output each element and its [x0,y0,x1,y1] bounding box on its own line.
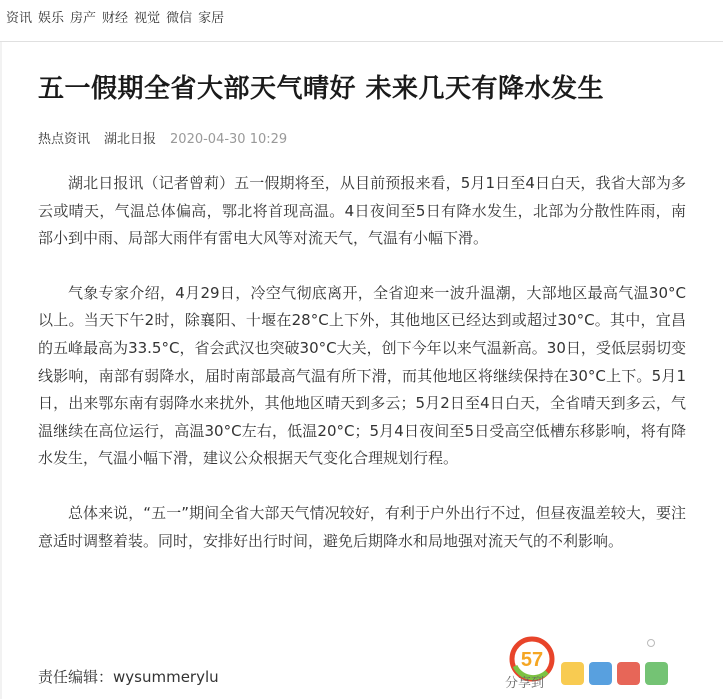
article-paragraph: 气象专家介绍，4月29日，冷空气彻底离开，全省迎来一波升温潮，大部地区最高气温30°C以上。当天下午2时，除襄阳、十堰在28°C上下外，其他地区已经达到或超过30°C。其中，宜昌的五峰最高为33.5°C，省会武汉也突破30°C大关，创下今年以来气温新高。30日，受低层弱切变线影响，南部有弱降水，届时南部最高气温有所下滑，而其他地区将继续保持在30°C上下。5月1日，出来鄂东南有弱降水来扰外，其他地区晴天到多云；5月2日至4日白天，全省晴天到多云，气温继续在高位运行，高温30°C左右，低温20°C；5月4日夜间至5日受高空低槽东移影响，将有降水发生，气温小幅下滑，建议公众根据天气变化合理规划行程。 [38,283,686,468]
nav-item-entertainment[interactable]: 娱乐 [38,11,65,26]
share-icons [561,662,668,685]
nav-item-finance[interactable]: 财经 [102,11,129,26]
red-share-icon[interactable] [617,662,640,685]
top-nav [6,9,224,29]
page-edge [0,42,2,699]
responsible-editor: 责任编辑：wysummerylu [38,668,219,686]
nav-item-realestate[interactable]: 房产 [70,11,97,26]
article-date: 2020-04-30 10:29 [170,132,288,147]
yellow-share-icon[interactable] [561,662,584,685]
share-bar [503,632,679,692]
nav-item-news[interactable]: 资讯 [6,11,33,26]
article-source: 湖北日报 [104,132,157,147]
article-paragraph: 总体来说，“五一”期间全省大部天气情况较好，有利于户外出行不过，但昼夜温差较大，要注意适时调整着装。同时，安排好出行时间，避免后期降水和局地强对流天气的不利影响。 [38,503,686,550]
green-share-icon[interactable] [645,662,668,685]
article-meta [38,130,287,150]
nav-item-home[interactable]: 家居 [198,11,225,26]
blue-share-icon[interactable] [589,662,612,685]
article-title: 五一假期全省大部天气晴好 未来几天有降水发生 [38,74,605,104]
share-label: 分享到 [505,676,545,691]
article-body [38,170,686,582]
article-category[interactable]: 热点资讯 [38,132,91,147]
article-paragraph: 湖北日报讯（记者曾莉）五一假期将至，从目前预报来看，5月1日至4日白天，我省大部为多云或晴天，气温总体偏高，鄂北将首现高温。4日夜间至5日有降水发生，北部为分散性阵雨，南部小到中雨、局部大雨伴有雷电大风等对流天气，气温有小幅下滑。 [38,174,686,248]
nav-item-wechat[interactable]: 微信 [166,11,193,26]
svg-text:57: 57 [520,649,544,671]
header-divider [0,41,723,42]
nav-item-visual[interactable]: 视觉 [134,11,161,26]
